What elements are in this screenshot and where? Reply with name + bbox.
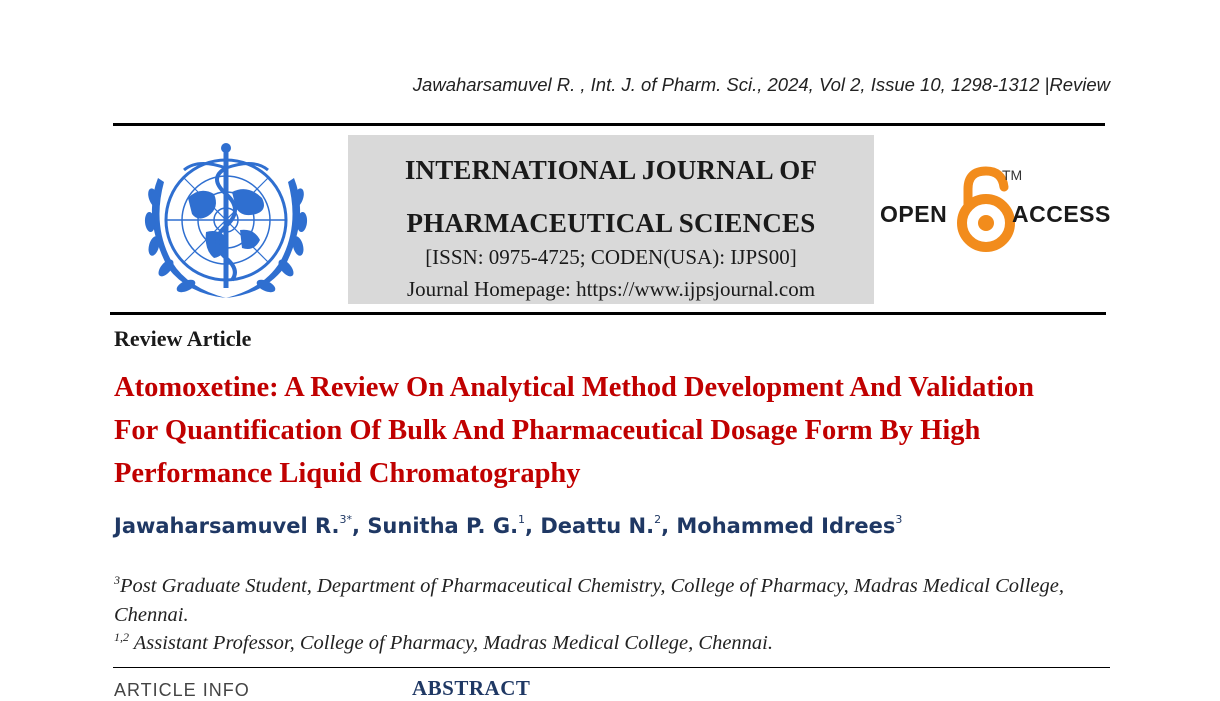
- author-name[interactable]: Sunitha P. G.: [367, 514, 519, 538]
- author-sep: ,: [661, 514, 677, 538]
- open-access-logo: [880, 163, 1111, 255]
- article-title: Atomoxetine: A Review On Analytical Method Development And Validation For Quantification Of Bulk And Pharmaceutical Dosage Form By High Performance Liquid Chromatography: [114, 372, 1034, 489]
- affiliation-sup: 1,2: [114, 630, 129, 644]
- open-access-open-text: OPEN: [880, 201, 948, 227]
- journal-masthead: [348, 135, 874, 304]
- journal-title-line2: PHARMACEUTICAL SCIENCES: [406, 208, 816, 238]
- author-sep: ,: [525, 514, 541, 538]
- author-name[interactable]: Mohammed Idrees: [676, 514, 896, 538]
- article-type: Review Article: [114, 326, 252, 351]
- affiliation-text: Assistant Professor, College of Pharmacy, Madras Medical College, Chennai.: [129, 632, 773, 654]
- affiliation-sup: 3: [114, 573, 120, 587]
- journal-homepage[interactable]: Journal Homepage: https://www.ijpsjournal.com: [406, 277, 816, 301]
- author-list: [114, 513, 902, 538]
- open-access-tm: TM: [1002, 167, 1023, 183]
- affiliation: [114, 566, 1104, 630]
- journal-issn: [ISSN: 0975-4725; CODEN(USA): IJPS00]: [425, 245, 797, 269]
- author-sup: 1: [518, 513, 526, 526]
- author-sep: ,: [352, 514, 368, 538]
- abstract-heading: ABSTRACT: [412, 676, 531, 700]
- author-sup: 3*: [339, 513, 353, 526]
- globe-caduceus-emblem-icon: [128, 138, 324, 306]
- open-access-access-text: ACCESS: [1012, 201, 1111, 227]
- author-name[interactable]: Jawaharsamuvel R.: [114, 514, 340, 538]
- journal-title-line1: INTERNATIONAL JOURNAL OF: [404, 155, 818, 185]
- affiliation-text: Post Graduate Student, Department of Pharmaceutical Chemistry, College of Pharmacy, Madras Medical College, Chennai.: [114, 575, 1065, 626]
- running-head: Jawaharsamuvel R. , Int. J. of Pharm. Sci., 2024, Vol 2, Issue 10, 1298-1312 |Review: [412, 74, 1110, 95]
- top-rule: [113, 123, 1105, 126]
- affiliation: [114, 623, 1104, 658]
- affiliation-bottom-rule: [113, 667, 1110, 668]
- author-sup: 3: [895, 513, 903, 526]
- masthead-bottom-rule: [110, 312, 1106, 315]
- article-info-heading: ARTICLE INFO: [114, 680, 250, 700]
- author-name[interactable]: Deattu N.: [540, 514, 655, 538]
- author-sup: 2: [654, 513, 662, 526]
